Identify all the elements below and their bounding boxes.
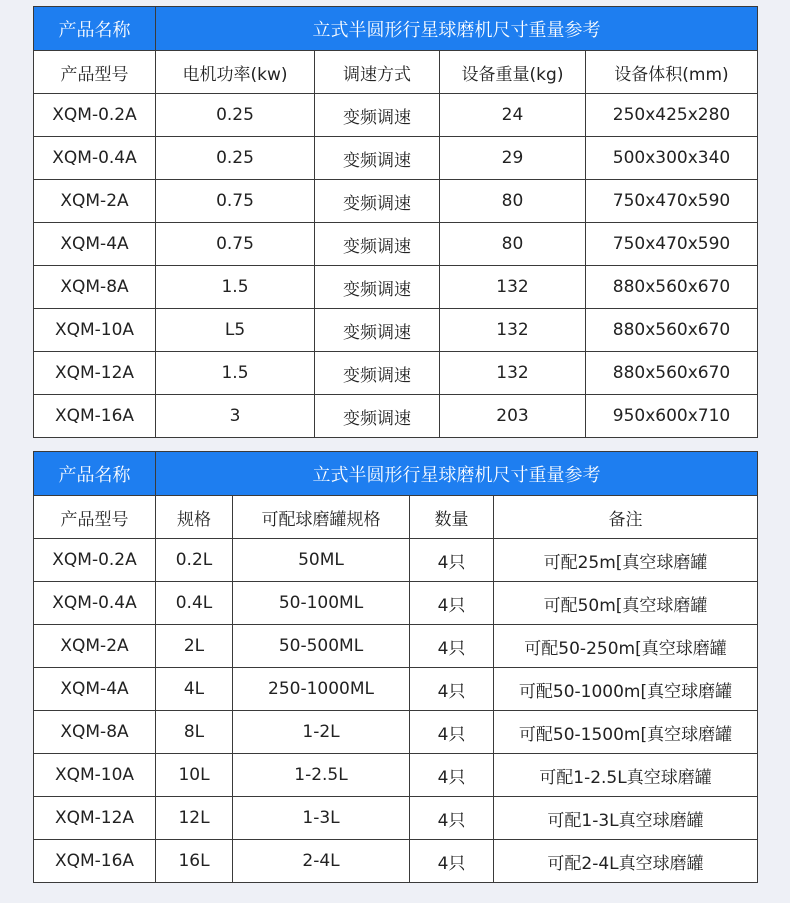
cell-weight: 132 (440, 309, 586, 352)
cell-volume: 250x425x280 (586, 94, 758, 137)
table-row (34, 625, 758, 668)
cell-speed-control: 变频调速 (315, 266, 440, 309)
cell-jar-spec: 50-100ML (233, 582, 410, 625)
column-header-motor-power: 电机功率(kw) (156, 51, 315, 94)
cell-motor-power: 0.75 (156, 180, 315, 223)
table-header-row (34, 7, 758, 51)
table-row (34, 668, 758, 711)
cell-model: XQM-0.4A (34, 137, 156, 180)
table-row (34, 395, 758, 438)
cell-remarks: 可配50m[真空球磨罐 (494, 582, 758, 625)
cell-weight: 24 (440, 94, 586, 137)
cell-quantity: 4只 (410, 582, 494, 625)
cell-quantity: 4只 (410, 797, 494, 840)
cell-remarks: 可配50-1500m[真空球磨罐 (494, 711, 758, 754)
cell-volume: 750x470x590 (586, 180, 758, 223)
cell-jar-spec: 50ML (233, 539, 410, 582)
cell-jar-spec: 2-4L (233, 840, 410, 883)
cell-volume: 880x560x670 (586, 266, 758, 309)
cell-model: XQM-8A (34, 711, 156, 754)
cell-motor-power: 1.5 (156, 266, 315, 309)
cell-motor-power: 0.25 (156, 94, 315, 137)
table-row (34, 840, 758, 883)
product-name-label: 产品名称 (34, 7, 156, 51)
spec-table-power (33, 6, 758, 438)
cell-spec: 4L (156, 668, 233, 711)
cell-volume: 880x560x670 (586, 352, 758, 395)
cell-weight: 29 (440, 137, 586, 180)
column-header-jar-spec: 可配球磨罐规格 (233, 496, 410, 539)
column-header-row (34, 51, 758, 94)
cell-volume: 950x600x710 (586, 395, 758, 438)
cell-model: XQM-16A (34, 840, 156, 883)
cell-jar-spec: 1-2.5L (233, 754, 410, 797)
cell-model: XQM-4A (34, 223, 156, 266)
column-header-quantity: 数量 (410, 496, 494, 539)
cell-weight: 80 (440, 180, 586, 223)
cell-speed-control: 变频调速 (315, 395, 440, 438)
table-title: 立式半圆形行星球磨机尺寸重量参考 (156, 7, 758, 51)
column-header-weight: 设备重量(kg) (440, 51, 586, 94)
cell-jar-spec: 250-1000ML (233, 668, 410, 711)
column-header-speed-control: 调速方式 (315, 51, 440, 94)
cell-jar-spec: 1-2L (233, 711, 410, 754)
cell-model: XQM-0.2A (34, 94, 156, 137)
cell-model: XQM-0.4A (34, 582, 156, 625)
column-header-model: 产品型号 (34, 51, 156, 94)
cell-quantity: 4只 (410, 668, 494, 711)
cell-remarks: 可配25m[真空球磨罐 (494, 539, 758, 582)
cell-remarks: 可配50-250m[真空球磨罐 (494, 625, 758, 668)
cell-speed-control: 变频调速 (315, 137, 440, 180)
cell-remarks: 可配1-3L真空球磨罐 (494, 797, 758, 840)
cell-motor-power: 3 (156, 395, 315, 438)
table-row (34, 539, 758, 582)
cell-model: XQM-10A (34, 754, 156, 797)
cell-model: XQM-2A (34, 625, 156, 668)
cell-quantity: 4只 (410, 754, 494, 797)
cell-motor-power: 0.75 (156, 223, 315, 266)
cell-spec: 0.2L (156, 539, 233, 582)
cell-motor-power: 0.25 (156, 137, 315, 180)
table-row (34, 711, 758, 754)
table-title: 立式半圆形行星球磨机尺寸重量参考 (156, 452, 758, 496)
cell-spec: 10L (156, 754, 233, 797)
cell-speed-control: 变频调速 (315, 94, 440, 137)
cell-quantity: 4只 (410, 625, 494, 668)
table-row (34, 754, 758, 797)
cell-quantity: 4只 (410, 539, 494, 582)
cell-remarks: 可配2-4L真空球磨罐 (494, 840, 758, 883)
cell-motor-power: 1.5 (156, 352, 315, 395)
cell-remarks: 可配50-1000m[真空球磨罐 (494, 668, 758, 711)
cell-weight: 203 (440, 395, 586, 438)
cell-quantity: 4只 (410, 711, 494, 754)
cell-volume: 750x470x590 (586, 223, 758, 266)
cell-speed-control: 变频调速 (315, 352, 440, 395)
column-header-row (34, 496, 758, 539)
cell-weight: 132 (440, 266, 586, 309)
cell-model: XQM-0.2A (34, 539, 156, 582)
cell-volume: 880x560x670 (586, 309, 758, 352)
table-row (34, 582, 758, 625)
column-header-volume: 设备体积(mm) (586, 51, 758, 94)
spec-table-jars (33, 451, 758, 883)
cell-jar-spec: 1-3L (233, 797, 410, 840)
cell-remarks: 可配1-2.5L真空球磨罐 (494, 754, 758, 797)
cell-speed-control: 变频调速 (315, 180, 440, 223)
table-row (34, 180, 758, 223)
cell-weight: 80 (440, 223, 586, 266)
column-header-spec: 规格 (156, 496, 233, 539)
cell-spec: 16L (156, 840, 233, 883)
table-row (34, 266, 758, 309)
column-header-model: 产品型号 (34, 496, 156, 539)
table-row (34, 797, 758, 840)
cell-model: XQM-16A (34, 395, 156, 438)
cell-model: XQM-12A (34, 352, 156, 395)
cell-quantity: 4只 (410, 840, 494, 883)
cell-model: XQM-2A (34, 180, 156, 223)
column-header-remarks: 备注 (494, 496, 758, 539)
table-row (34, 94, 758, 137)
cell-spec: 8L (156, 711, 233, 754)
cell-model: XQM-8A (34, 266, 156, 309)
cell-volume: 500x300x340 (586, 137, 758, 180)
cell-speed-control: 变频调速 (315, 223, 440, 266)
cell-speed-control: 变频调速 (315, 309, 440, 352)
table-row (34, 309, 758, 352)
product-name-label: 产品名称 (34, 452, 156, 496)
table-row (34, 223, 758, 266)
cell-model: XQM-4A (34, 668, 156, 711)
cell-weight: 132 (440, 352, 586, 395)
cell-jar-spec: 50-500ML (233, 625, 410, 668)
cell-motor-power: L5 (156, 309, 315, 352)
cell-spec: 12L (156, 797, 233, 840)
cell-model: XQM-12A (34, 797, 156, 840)
cell-model: XQM-10A (34, 309, 156, 352)
cell-spec: 0.4L (156, 582, 233, 625)
table-row (34, 352, 758, 395)
cell-spec: 2L (156, 625, 233, 668)
table-header-row (34, 452, 758, 496)
table-row (34, 137, 758, 180)
